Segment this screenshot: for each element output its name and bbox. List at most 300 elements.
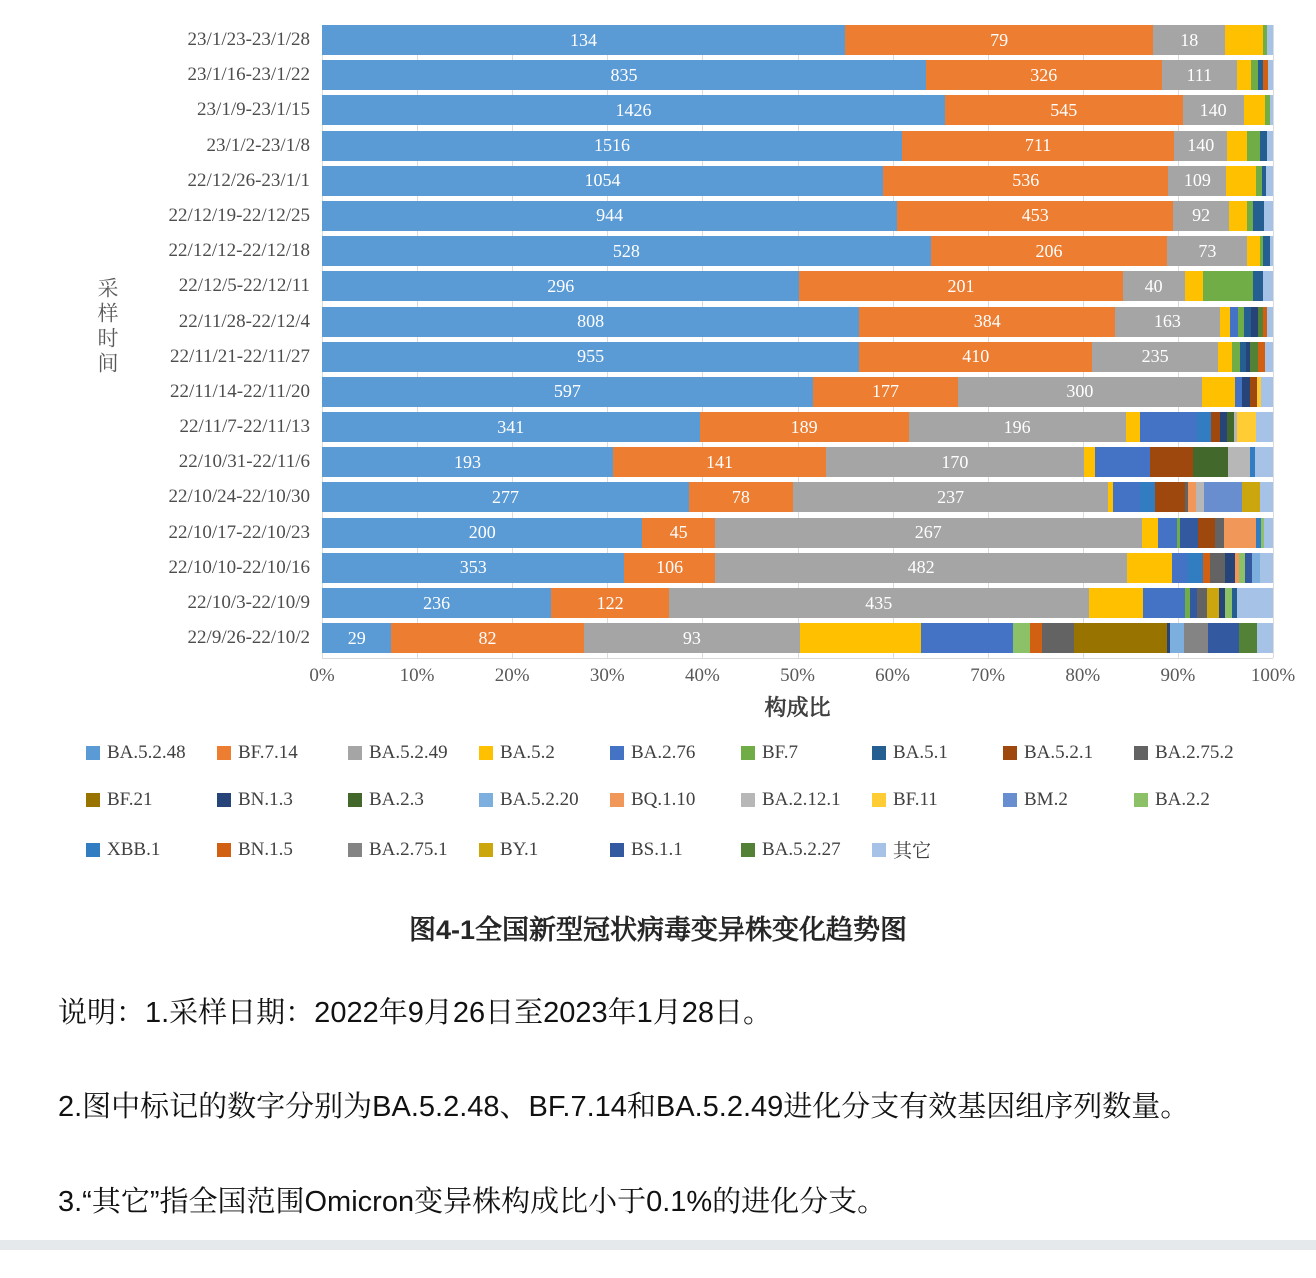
segment-count-label: 18 (1180, 29, 1199, 50)
bar-segment (1143, 588, 1186, 618)
bar-segment (958, 377, 1201, 407)
segment-count-label: 82 (478, 627, 497, 648)
legend-label: BA.5.1 (893, 742, 948, 763)
segment-count-label: 482 (907, 557, 935, 578)
segment-count-label: 170 (941, 451, 969, 472)
legend-item (741, 789, 872, 811)
row-period-label: 22/12/26-23/1/1 (187, 169, 310, 191)
legend-swatch (741, 843, 755, 857)
bar-segment (1172, 553, 1187, 583)
legend-swatch (1003, 746, 1017, 760)
bar-segment (715, 553, 1128, 583)
bar-segment (1187, 553, 1202, 583)
segment-count-label: 536 (1012, 170, 1040, 191)
segment-count-label: 835 (610, 64, 638, 85)
bar-segment (799, 271, 1122, 301)
bar-segment (1204, 482, 1242, 512)
bar-segment (1170, 623, 1183, 653)
legend-item (348, 742, 479, 764)
bar-segment (322, 412, 700, 442)
bar-segment (1250, 377, 1257, 407)
bar-segment (1042, 623, 1074, 653)
bar-segment (700, 412, 909, 442)
chart-row (178, 271, 1273, 301)
bar-segment (1255, 447, 1273, 477)
chart-row (168, 518, 1273, 548)
segment-count-label: 45 (669, 522, 688, 543)
chart-row (187, 588, 1273, 618)
chart-row (197, 95, 1273, 125)
segment-count-label: 300 (1066, 381, 1094, 402)
bar-segment (902, 131, 1174, 161)
segment-count-label: 296 (547, 275, 575, 296)
segment-count-label: 711 (1024, 135, 1052, 156)
legend-item (741, 836, 872, 863)
bar-segment (1260, 482, 1273, 512)
bar-segment (1264, 518, 1273, 548)
bar-segment (1238, 307, 1245, 337)
legend-swatch (479, 793, 493, 807)
bar-segment (1237, 60, 1251, 90)
chart-row (187, 623, 1273, 653)
legend-item (217, 742, 348, 764)
bar-segment (322, 482, 689, 512)
bar-segment (1203, 553, 1211, 583)
legend-label: BA.5.2.49 (369, 742, 448, 763)
legend-item (348, 836, 479, 863)
segment-count-label: 140 (1199, 99, 1227, 120)
legend-label: BN.1.5 (238, 838, 293, 860)
bar-segment (1188, 482, 1196, 512)
bar-segment (1242, 377, 1251, 407)
segment-count-label: 196 (1003, 416, 1031, 437)
bar-segment (1074, 623, 1167, 653)
bar-segment (1256, 412, 1273, 442)
legend-swatch (1134, 746, 1148, 760)
bar-segment (322, 236, 931, 266)
legend-item (86, 742, 217, 764)
bar-segment (322, 25, 845, 55)
bar-segment (800, 623, 921, 653)
row-period-label: 22/11/21-22/11/27 (169, 345, 310, 367)
segment-count-label: 206 (1035, 240, 1063, 261)
legend-swatch (1134, 793, 1148, 807)
row-period-label: 22/12/5-22/12/11 (178, 275, 310, 297)
bar-segment (1247, 131, 1259, 161)
segment-count-label: 92 (1192, 205, 1211, 226)
bar-segment (1228, 447, 1250, 477)
segment-count-label: 122 (596, 592, 624, 613)
bar-segment (1158, 518, 1177, 548)
legend-label: BA.2.2 (1155, 789, 1210, 810)
legend-swatch (610, 746, 624, 760)
legend-label: 其它 (893, 841, 932, 862)
bar-segment (1198, 518, 1215, 548)
bar-rows (168, 25, 1273, 653)
bar-segment (1208, 623, 1238, 653)
bar-segment (1220, 412, 1228, 442)
bar-segment (624, 553, 714, 583)
note-1: 说明：1.采样日期：2022年9月26日至2023年1月28日。 (58, 997, 772, 1029)
legend-item (741, 742, 872, 764)
bar-segment (1250, 342, 1258, 372)
bar-segment (1261, 377, 1273, 407)
bar-segment (1184, 623, 1209, 653)
segment-count-label: 237 (937, 486, 965, 507)
legend-label: BA.2.3 (369, 789, 424, 810)
bar-segment (1167, 236, 1247, 266)
x-tick-label: 50% (780, 665, 815, 686)
legend-label: BA.5.2.27 (762, 838, 841, 860)
legend-label: BA.5.2.1 (1024, 742, 1094, 763)
bar-segment (1197, 412, 1211, 442)
bar-segment (921, 623, 1013, 653)
legend-swatch (741, 793, 755, 807)
segment-count-label: 193 (454, 451, 481, 472)
bar-segment (1239, 623, 1257, 653)
bar-segment (1210, 553, 1225, 583)
bar-segment (1242, 482, 1259, 512)
x-tick-label: 20% (494, 665, 530, 686)
row-period-label: 22/10/10-22/10/16 (168, 556, 310, 578)
segment-count-label: 29 (347, 627, 366, 648)
legend-item (1134, 742, 1265, 764)
legend-label: BQ.1.10 (631, 789, 696, 810)
bar-segment (1265, 342, 1273, 372)
bar-segment (1227, 131, 1247, 161)
bar-segment (1162, 60, 1237, 90)
row-period-label: 22/11/28-22/12/4 (178, 310, 310, 332)
legend-item (1003, 742, 1134, 764)
segment-count-label: 453 (1021, 205, 1049, 226)
bar-segment (1183, 95, 1244, 125)
bar-segment (1113, 482, 1140, 512)
segment-count-label: 341 (497, 416, 525, 437)
bar-segment (1196, 482, 1205, 512)
bar-segment (1092, 342, 1218, 372)
chart-row (187, 166, 1273, 196)
segment-count-label: 1516 (594, 135, 631, 156)
bar-segment (669, 588, 1088, 618)
segment-count-label: 73 (1198, 240, 1217, 261)
segment-count-label: 435 (865, 592, 893, 613)
bar-segment (1268, 60, 1273, 90)
bar-segment (1013, 623, 1030, 653)
bar-segment (613, 447, 826, 477)
bar-segment (1232, 342, 1240, 372)
legend-swatch (610, 843, 624, 857)
legend-label: BF.7.14 (238, 742, 298, 763)
legend-item (1134, 789, 1265, 811)
row-period-label: 22/9/26-22/10/2 (187, 627, 310, 649)
legend-label: BF.7 (762, 742, 798, 763)
bar-segment (1225, 553, 1235, 583)
bar-segment (1260, 553, 1273, 583)
bar-segment (1219, 588, 1226, 618)
bar-segment (1227, 412, 1234, 442)
segment-count-label: 808 (577, 311, 605, 331)
bar-segment (931, 236, 1168, 266)
legend-item (872, 836, 1003, 863)
legend-label: BA.2.75.1 (369, 838, 448, 860)
legend-label: XBB.1 (107, 838, 161, 860)
bar-segment (1150, 447, 1193, 477)
chart-row (178, 447, 1273, 477)
legend-swatch (1003, 793, 1017, 807)
bar-segment (845, 25, 1153, 55)
bar-segment (909, 412, 1126, 442)
row-period-label: 22/12/19-22/12/25 (168, 204, 310, 226)
bar-segment (1244, 95, 1266, 125)
segment-count-label: 277 (492, 486, 520, 507)
bar-segment (1253, 271, 1263, 301)
row-period-label: 23/1/9-23/1/15 (197, 99, 310, 121)
x-tick-label: 100% (1250, 665, 1296, 686)
legend-label: BA.5.2 (500, 742, 555, 763)
bar-segment (1190, 588, 1197, 618)
bar-segment (1211, 412, 1220, 442)
bar-segment (926, 60, 1162, 90)
bar-segment (1084, 447, 1095, 477)
segment-count-label: 163 (1153, 311, 1181, 331)
row-period-label: 22/10/24-22/10/30 (168, 486, 310, 508)
note-2: 2.图中标记的数字分别为BA.5.2.48、BF.7.14和BA.5.2.49进化分支有效基因组序列数量。 (58, 1091, 1190, 1124)
segment-count-label: 597 (553, 381, 581, 402)
legend-item (610, 742, 741, 764)
bar-segment (859, 307, 1115, 337)
bar-segment (1226, 166, 1255, 196)
segment-count-label: 79 (990, 29, 1009, 50)
bar-segment (322, 307, 859, 337)
bar-segment (1215, 518, 1225, 548)
bar-segment (1267, 307, 1273, 337)
legend-label: BY.1 (500, 838, 539, 860)
bar-segment (1263, 271, 1273, 301)
segment-count-label: 545 (1050, 99, 1078, 120)
chart-row (179, 412, 1273, 442)
bottom-strip (0, 1240, 1316, 1250)
x-tick-label: 90% (1160, 665, 1196, 686)
variant-trend-chart (0, 25, 1316, 863)
chart-row (168, 236, 1273, 266)
x-tick-label: 40% (684, 665, 720, 686)
chart-row (178, 307, 1273, 337)
row-period-label: 22/12/12-22/12/18 (168, 240, 310, 262)
bar-segment (715, 518, 1142, 548)
row-period-label: 23/1/2-23/1/8 (206, 134, 310, 156)
legend-item (872, 742, 1003, 764)
bar-segment (883, 166, 1168, 196)
legend-label: BA.5.2.48 (107, 742, 186, 763)
bar-segment (1267, 25, 1273, 55)
bar-segment (1260, 131, 1268, 161)
legend-label: BA.5.2.20 (500, 789, 579, 810)
bar-segment (584, 623, 801, 653)
x-axis-title: 构成比 (764, 695, 831, 720)
legend-swatch (348, 746, 362, 760)
bar-segment (1240, 342, 1247, 372)
legend-swatch (217, 746, 231, 760)
bar-segment (1244, 307, 1251, 337)
bar-segment (1266, 166, 1273, 196)
segment-count-label: 40 (1144, 275, 1163, 296)
segment-count-label: 200 (468, 522, 496, 543)
bar-segment (1142, 518, 1158, 548)
bar-segment (1270, 95, 1273, 125)
legend-item (610, 789, 741, 811)
legend-item (217, 836, 348, 863)
bar-segment (1235, 377, 1242, 407)
y-axis-title: 采样时间 (95, 277, 119, 377)
segment-count-label: 1426 (615, 99, 652, 120)
bar-segment (1203, 271, 1253, 301)
bar-segment (322, 271, 799, 301)
legend-label: BA.2.76 (631, 742, 696, 763)
legend-item (479, 789, 610, 811)
legend-item (86, 789, 217, 811)
chart-row (187, 60, 1273, 90)
bar-segment (826, 447, 1084, 477)
bar-segment (1245, 553, 1252, 583)
bar-segment (322, 60, 926, 90)
bar-segment (1193, 447, 1228, 477)
segment-count-label: 326 (1030, 64, 1058, 85)
chart-row (169, 342, 1273, 372)
legend-swatch (479, 746, 493, 760)
segment-count-label: 134 (570, 29, 598, 50)
x-tick-label: 30% (589, 665, 625, 686)
segment-count-label: 353 (459, 557, 487, 578)
bar-segment (1229, 201, 1247, 231)
x-axis-ticks (309, 659, 1296, 689)
legend-item (1003, 789, 1134, 811)
legend-item (479, 742, 610, 764)
figure-title: 图4-1全国新型冠状病毒变异株变化趋势图 (408, 915, 908, 945)
segment-count-label: 201 (947, 275, 975, 296)
segment-count-label: 189 (790, 416, 818, 437)
bar-segment (322, 377, 813, 407)
gridline (1273, 25, 1274, 658)
bar-segment (322, 553, 624, 583)
bar-segment (322, 166, 883, 196)
bar-segment (1239, 553, 1246, 583)
bar-segment (1174, 131, 1227, 161)
bar-segment (322, 447, 613, 477)
legend-item (479, 836, 610, 863)
bar-segment (945, 95, 1183, 125)
segment-count-label: 93 (682, 627, 701, 648)
bar-segment (1173, 201, 1229, 231)
legend-item (217, 789, 348, 811)
bar-segment (1220, 307, 1230, 337)
bar-segment (1140, 482, 1155, 512)
bar-segment (1185, 271, 1203, 301)
row-period-label: 22/10/31-22/11/6 (178, 451, 310, 473)
segment-count-label: 236 (423, 592, 451, 613)
bar-segment (1270, 236, 1273, 266)
x-tick-label: 80% (1065, 665, 1101, 686)
segment-count-label: 140 (1187, 135, 1215, 156)
segment-count-label: 528 (612, 240, 640, 261)
bar-segment (322, 623, 391, 653)
bar-segment (1030, 623, 1041, 653)
segment-count-label: 235 (1141, 346, 1169, 367)
legend-swatch (217, 843, 231, 857)
bar-segment (1127, 553, 1172, 583)
legend-swatch (741, 746, 755, 760)
legend-label: BF.21 (107, 789, 153, 810)
bar-segment (1225, 588, 1232, 618)
legend-label: BA.2.75.2 (1155, 742, 1234, 763)
bar-segment (322, 201, 897, 231)
segment-count-label: 141 (706, 451, 733, 472)
bar-segment (1126, 412, 1140, 442)
segment-count-label: 177 (871, 381, 899, 402)
legend-swatch (348, 843, 362, 857)
legend-label: BF.11 (893, 789, 938, 810)
bar-segment (1252, 553, 1260, 583)
legend-swatch (86, 793, 100, 807)
chart-row (187, 25, 1273, 55)
bar-segment (1218, 342, 1232, 372)
x-tick-label: 70% (970, 665, 1006, 686)
bar-segment (1230, 307, 1238, 337)
segment-count-label: 267 (914, 522, 942, 543)
bar-segment (1180, 518, 1198, 548)
note-3: 3.“其它”指全国范围Omicron变异株构成比小于0.1%的进化分支。 (58, 1185, 887, 1218)
legend-swatch (217, 793, 231, 807)
segment-count-label: 78 (731, 486, 750, 507)
bar-segment (1253, 201, 1264, 231)
legend-swatch (86, 746, 100, 760)
bar-segment (793, 482, 1109, 512)
bar-segment (1237, 588, 1273, 618)
chart-row (169, 377, 1273, 407)
bar-segment (1247, 236, 1259, 266)
legend-label: BS.1.1 (631, 838, 683, 860)
chart-row (206, 131, 1273, 161)
notes (58, 995, 1300, 1278)
bar-segment (642, 518, 714, 548)
plot-area (168, 25, 1273, 659)
segment-count-label: 410 (962, 346, 990, 367)
bar-segment (1257, 623, 1273, 653)
bar-segment (1224, 518, 1255, 548)
legend-swatch (86, 843, 100, 857)
x-tick-label: 10% (399, 665, 435, 686)
legend-label: BM.2 (1024, 789, 1068, 810)
legend-item (872, 789, 1003, 811)
legend-swatch (872, 793, 886, 807)
bar-segment (322, 518, 642, 548)
bar-segment (1258, 342, 1266, 372)
legend-swatch (348, 793, 362, 807)
legend-swatch (872, 843, 886, 857)
segment-count-label: 1054 (584, 170, 621, 191)
row-period-label: 23/1/16-23/1/22 (187, 64, 310, 86)
legend-item (610, 836, 741, 863)
bar-segment (1263, 236, 1270, 266)
bar-segment (1251, 307, 1258, 337)
bar-segment (1267, 131, 1273, 161)
bar-segment (1123, 271, 1185, 301)
legend-swatch (610, 793, 624, 807)
x-tick-label: 60% (875, 665, 911, 686)
legend-label: BN.1.3 (238, 789, 293, 810)
segment-count-label: 109 (1183, 170, 1211, 191)
bar-segment (1089, 588, 1143, 618)
x-tick-label: 0% (309, 665, 335, 686)
